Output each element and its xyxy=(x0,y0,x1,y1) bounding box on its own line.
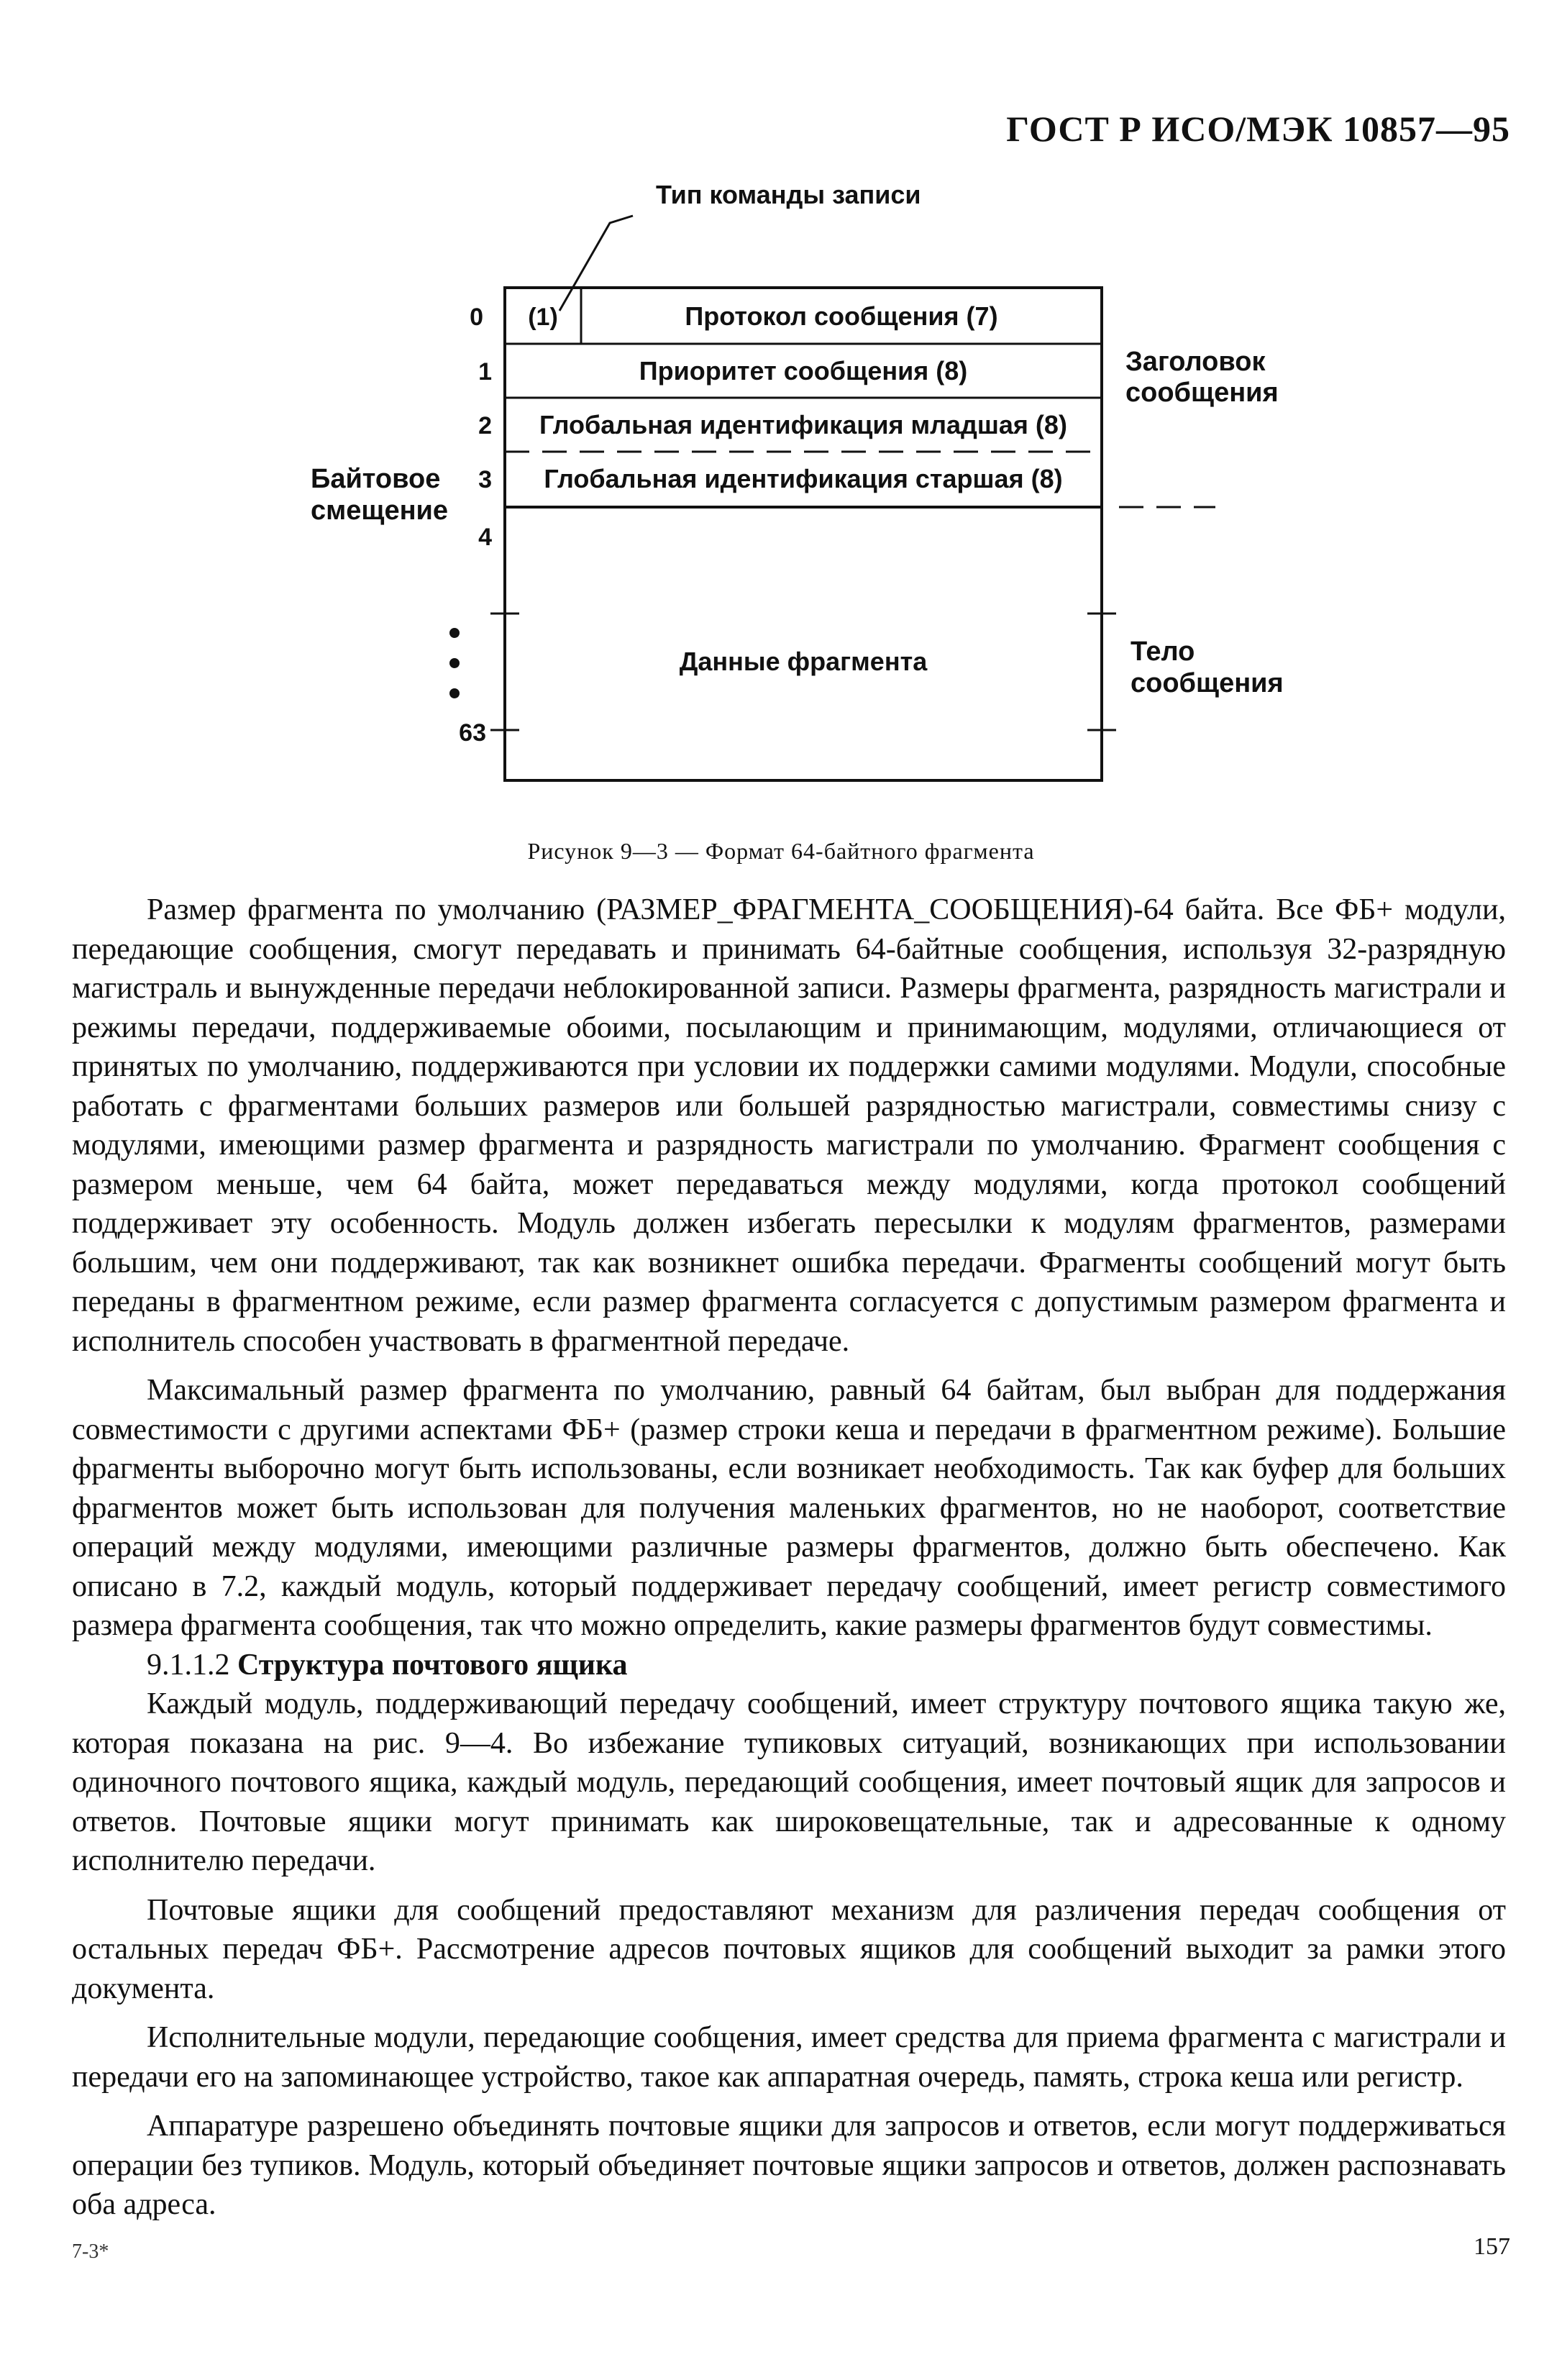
ellipsis-dot xyxy=(449,658,460,668)
section-number: 9.1.1.2 xyxy=(147,1648,230,1682)
byte-offset-label: Байтовое xyxy=(311,464,441,494)
cell-global-low: Глобальная идентификация младшая (8) xyxy=(539,410,1067,439)
fragment-format-figure xyxy=(0,0,1562,834)
paragraph: Размер фрагмента по умолчанию (РАЗМЕР_ФРАГМЕНТА_СООБЩЕНИЯ)-64 байта. Все ФБ+ модули, передающие сообщения, смогут передавать и принимать 64-байтные сообщения, используя 32-разрядную магистраль и вынужденные передачи неблокированной записи. Размеры фрагмента, разрядность магистрали и режимы передачи, поддерживаемые обоими, посылающим и принимающим, модулями, отличающиеся от принятых по умолчанию, поддерживаются при условии их поддержки самими модулями. Модули, способные работать с фрагментами больших размеров или большей разрядностью магистрали, совместимы снизу с модулями, имеющими размер фрагмента и разрядность магистрали по умолчанию. Фрагмент сообщения с размером меньше, чем 64 байта, может передаваться между модулями, когда протокол сообщений поддерживает эту особенность. Модуль должен избегать пересылки к модулям фрагментов, размерами большим, чем они поддерживают, так как возникнет ошибка передачи. Фрагменты сообщений могут быть переданы в фрагментном режиме, если размер фрагмента согласуется с допустимым размером фрагмента и исполнитель способен участвовать в фрагментной передаче. xyxy=(72,893,1506,1358)
header-label: Заголовок xyxy=(1125,347,1266,377)
page-number: 157 xyxy=(1474,2233,1510,2260)
paragraph: Исполнительные модули, передающие сообщения, имеет средства для приема фрагмента с магистрали и передачи его на запоминающее устройство, такое как аппаратная очередь, память, строка кеша или регистр. xyxy=(72,2021,1506,2094)
offset-0: 0 xyxy=(470,304,483,331)
footer-mark: 7-3* xyxy=(72,2240,109,2263)
offset-2: 2 xyxy=(478,412,492,439)
cell-protocol: Протокол сообщения (7) xyxy=(685,301,998,331)
header-label-2: сообщения xyxy=(1125,378,1279,408)
paragraph: Почтовые ящики для сообщений предоставляют механизм для различения передач сообщения от остальных передач ФБ+. Рассмотрение адресов почтовых ящиков для сообщений выходит за рамки этого документа. xyxy=(72,1893,1506,2005)
figure-caption: Рисунок 9—3 — Формат 64-байтного фрагмента xyxy=(527,838,1035,864)
cell-global-high: Глобальная идентификация старшая (8) xyxy=(544,464,1063,493)
paragraph: Аппаратуре разрешено объединять почтовые ящики для запросов и ответов, если могут поддерживаться операции без тупиков. Модуль, который объединяет почтовые ящики запросов и ответов, должен распознавать оба адреса. xyxy=(72,2110,1506,2221)
byte-offset-label-2: смещение xyxy=(311,496,449,526)
body-text xyxy=(72,890,1506,2225)
offset-3: 3 xyxy=(478,466,492,493)
ellipsis-dot xyxy=(449,628,460,638)
section-title: Структура почтового ящика xyxy=(237,1648,628,1682)
record-type-pointer xyxy=(560,216,633,311)
ellipsis-dot xyxy=(449,688,460,698)
cell-data: Данные фрагмента xyxy=(679,647,928,676)
offset-4: 4 xyxy=(478,524,492,551)
section-heading xyxy=(72,1646,1506,1685)
body-label: Тело xyxy=(1131,637,1195,667)
cell-priority: Приоритет сообщения (8) xyxy=(639,356,968,386)
record-type-label: Тип команды записи xyxy=(656,180,921,209)
offset-63: 63 xyxy=(459,719,486,747)
paragraph: Максимальный размер фрагмента по умолчанию, равный 64 байтам, был выбран для поддержания совместимости с другими аспектами ФБ+ (размер строки кеша и передачи в фрагментном режиме). Большие фрагменты выборочно могут быть использованы, если возникает необходимость. Так как буфер для больших фрагментов может быть использован для получения маленьких фрагментов, но не наоборот, соответствие операций между модулями, имеющими различные размеры фрагментов, должно быть обеспечено. Как описано в 7.2, каждый модуль, который поддерживает передачу сообщений, имеет регистр совместимого размера фрагмента сообщения, так что можно определить, какие размеры фрагментов будут совместимы. xyxy=(72,1374,1506,1642)
body-label-2: сообщения xyxy=(1131,668,1284,698)
cell-flag: (1) xyxy=(528,304,558,331)
offset-1: 1 xyxy=(478,358,492,386)
paragraph: Каждый модуль, поддерживающий передачу сообщений, имеет структуру почтового ящика такую же, которая показана на рис. 9—4. Во избежание тупиковых ситуаций, возникающих при использовании одиночного почтового ящика, каждый модуль, передающий сообщения, имеет почтовый ящик для запросов и ответов. Почтовые ящики могут принимать как широковещательные, так и адресованные к одному исполнителю передачи. xyxy=(72,1687,1506,1877)
document-code-header: ГОСТ Р ИСО/МЭК 10857—95 xyxy=(1006,109,1510,149)
